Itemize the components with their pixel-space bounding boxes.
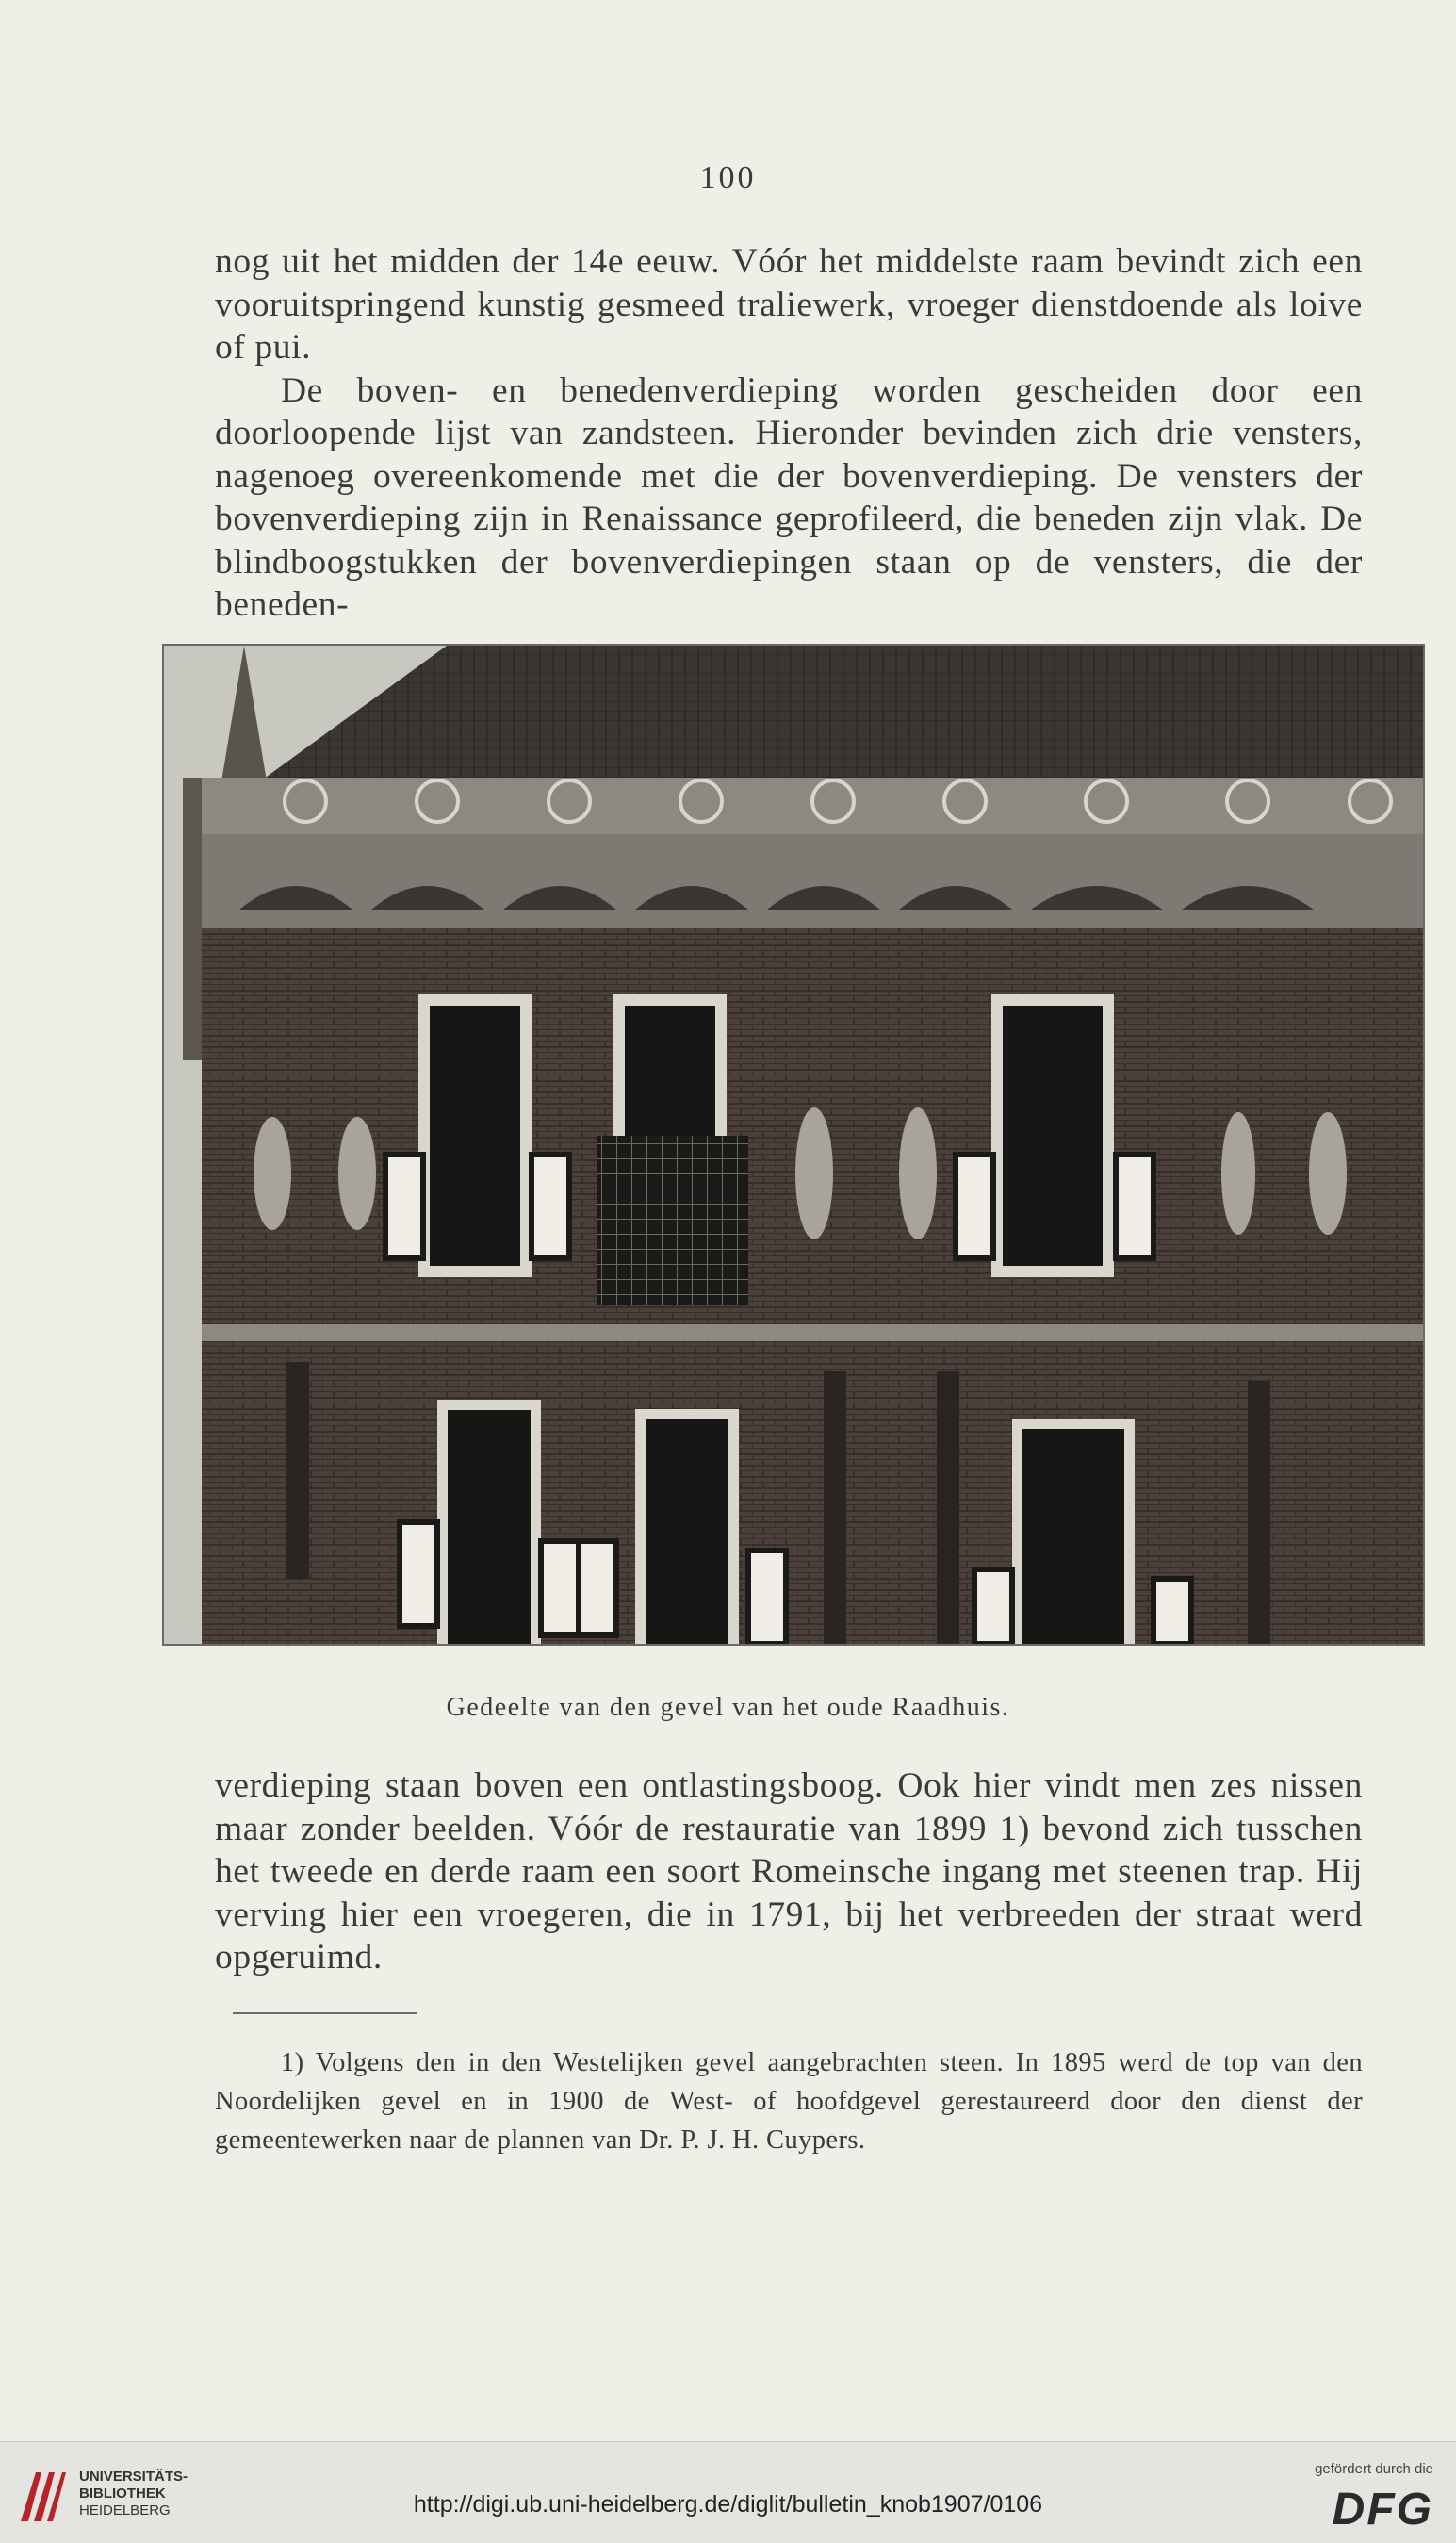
bottom-text xyxy=(215,1764,1363,1979)
dfg-logo-icon: DFG xyxy=(1332,2485,1433,2535)
facade-photograph xyxy=(162,644,1425,1646)
library-name: UNIVERSITÄTS- BIBLIOTHEK HEIDELBERG xyxy=(79,2469,188,2518)
viewer-footer xyxy=(0,2441,1456,2543)
paragraph-3: verdieping staan boven een ontlastingsboog. Ook hier vindt men zes nissen maar zonder beelden. Vóór de restauratie van 1899 1) bevond zich tusschen het tweede en derde raam een soort Romeinsche ingang met steenen trap. Hij verving hier een vroegeren, die in 1791, bij het verbreeden der straat werd opgeruimd. xyxy=(215,1766,1363,1977)
page-number: 100 xyxy=(699,160,757,195)
figure-caption: Gedeelte van den gevel van het oude Raadhuis. xyxy=(446,1693,1010,1722)
permalink-url[interactable]: http://digi.ub.uni-heidelberg.de/diglit/bulletin_knob1907/0106 xyxy=(413,2491,1043,2518)
footnote xyxy=(215,2043,1363,2159)
paragraph-2: De boven- en benedenverdieping worden gescheiden door een doorloopende lijst van zandsteen. Hieronder bevinden zich drie vensters, nagenoeg overeenkomende met die der bovenverdieping. De vensters der bovenverdieping zijn in Renaissance geprofileerd, die beneden zijn vlak. De blindboogstukken der bovenverdiepingen staan op de vensters, die der beneden- xyxy=(215,370,1363,624)
footnote-text: 1) Volgens den in den Westelijken gevel aangebrachten steen. In 1895 werd de top van den Noordelijken gevel en in 1900 de West- of hoofdgevel gerestaureerd door den dienst der gemeentewerken naar de plannen van Dr. P. J. H. Cuypers. xyxy=(215,2048,1363,2155)
top-text xyxy=(215,240,1363,627)
funded-by-label: gefördert durch die xyxy=(1315,2461,1433,2477)
footnote-divider xyxy=(233,2012,417,2014)
paragraph-1: nog uit het midden der 14e eeuw. Vóór het middelste raam bevindt zich een vooruitspringend kunstig gesmeed traliewerk, vroeger dienstdoende als loive of pui. xyxy=(215,242,1363,367)
